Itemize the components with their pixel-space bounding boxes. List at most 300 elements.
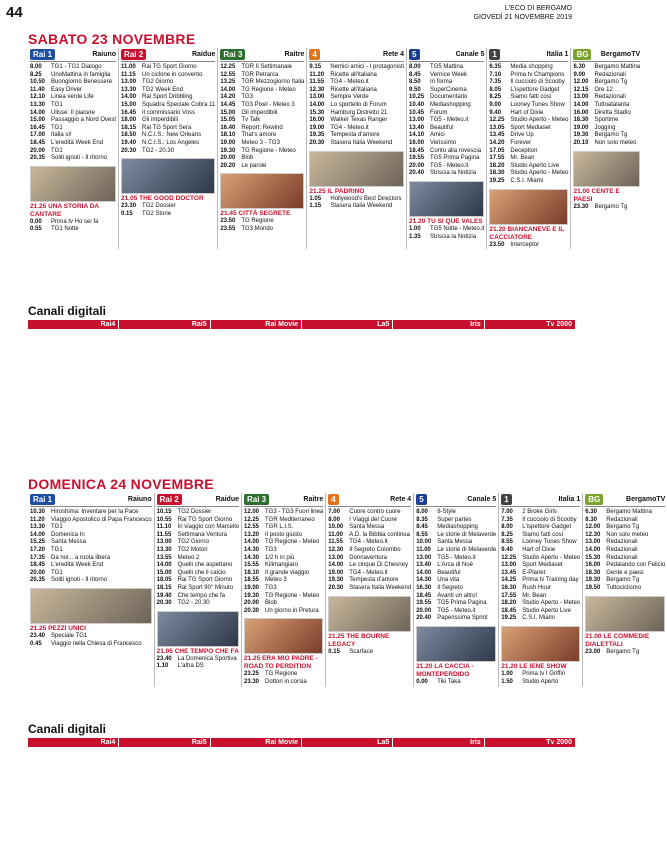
- program-time: 16.00: [573, 109, 589, 116]
- program-title: Mr. Bean: [510, 155, 535, 162]
- program-row: [309, 110, 404, 118]
- program-row: [121, 110, 215, 118]
- program-row: [416, 593, 496, 601]
- program-title: TG1: [51, 147, 63, 154]
- program-row: [416, 517, 496, 525]
- program-title: Il posto giusto: [265, 531, 303, 538]
- program-time: 19.25: [501, 615, 517, 622]
- program-title: 8-Style: [437, 509, 456, 515]
- program-row: [244, 547, 323, 555]
- program-row: [30, 509, 152, 517]
- program-time: 18.10: [220, 132, 236, 139]
- program-time: 12.25: [244, 516, 260, 523]
- program-time: 16.00: [309, 117, 325, 124]
- program-title: Il commissario Voss: [142, 109, 196, 116]
- program-title: Il cucciolo di Scooby: [510, 79, 565, 86]
- digital-channel-name: Rai4: [28, 320, 119, 329]
- program-title: 2 Broke Girls: [522, 509, 557, 515]
- channel-column: [407, 48, 487, 249]
- channel-header: [409, 48, 484, 62]
- program-row: [157, 547, 239, 555]
- program-row: [244, 593, 323, 601]
- program-time: 10.50: [30, 79, 46, 86]
- highlight-box: [309, 151, 404, 196]
- program-title: Redazionali: [594, 71, 626, 78]
- program-row: [573, 87, 640, 95]
- program-row: [501, 608, 580, 616]
- program-time: 7.35: [501, 516, 513, 523]
- program-time: 20.35: [30, 577, 46, 584]
- program-row: [501, 517, 580, 525]
- program-row: [157, 600, 239, 608]
- program-title: TG3: [265, 584, 277, 591]
- program-time: 9.00: [573, 71, 586, 78]
- program-time: 18.30: [585, 569, 601, 576]
- channel-logo-icon: Rai 3: [244, 494, 269, 505]
- digital-channels-title: Canali digitali: [28, 722, 107, 736]
- program-time: 20.30: [156, 600, 172, 607]
- program-row: [244, 562, 323, 570]
- program-time: 23.40: [30, 632, 46, 639]
- program-row: [409, 110, 484, 118]
- program-title: Prima tv I Griffin: [522, 670, 566, 677]
- program-time: 18.50: [121, 132, 137, 139]
- paper-date: GIOVEDÌ 21 NOVEMBRE 2019: [473, 14, 572, 21]
- channel-name: Raiuno: [127, 496, 152, 503]
- program-title: Super partes: [437, 516, 472, 523]
- channel-name: Canale 5: [467, 496, 497, 503]
- program-title: Speciale TG1: [51, 632, 88, 639]
- channel-column: [28, 48, 119, 249]
- program-time: 11.55: [156, 531, 172, 538]
- program-row: [328, 509, 411, 517]
- program-row: [157, 555, 239, 563]
- program-title: L'eredità Week End: [51, 562, 104, 569]
- program-row: [489, 72, 568, 80]
- program-title: Soliti ignoti - Il ritorno: [51, 155, 108, 162]
- program-row: [501, 671, 580, 679]
- program-time: 14.00: [573, 101, 589, 108]
- program-row: [220, 94, 304, 102]
- program-title: Il Segreto: [437, 584, 463, 591]
- program-time: 13.45: [501, 569, 517, 576]
- program-row: [220, 226, 304, 234]
- program-time: 20.35: [30, 155, 46, 162]
- channel-logo-icon: BG: [573, 49, 591, 60]
- program-row: [309, 117, 404, 125]
- program-time: 17.20: [30, 546, 46, 553]
- program-title: Le parole: [241, 162, 267, 169]
- program-row: [121, 203, 215, 211]
- digital-channel-name: La5: [302, 738, 393, 747]
- program-title: That's amore: [241, 132, 277, 139]
- program-time: 13.20: [244, 531, 260, 538]
- program-row: [30, 532, 152, 540]
- program-time: 14.20: [220, 94, 236, 101]
- channel-logo-icon: 4: [328, 494, 338, 505]
- highlight-image: [573, 151, 640, 187]
- program-row: [409, 117, 484, 125]
- program-time: 19.55: [416, 600, 432, 607]
- program-time: 7.10: [489, 71, 502, 78]
- program-row: [489, 132, 568, 140]
- program-time: 12.55: [244, 524, 260, 531]
- program-row: [416, 562, 496, 570]
- digital-channel-name: Rai Movie: [211, 320, 302, 329]
- program-time: 18.15: [121, 124, 137, 131]
- program-title: Tuttociclismo: [606, 584, 642, 591]
- program-row: [244, 600, 323, 608]
- program-time: 1.00: [409, 225, 421, 232]
- program-time: 12.55: [220, 71, 236, 78]
- schedule-grid-saturday: [28, 48, 641, 292]
- program-title: Hollywood's Best Directors: [330, 195, 402, 202]
- program-title: Santa Messa: [349, 524, 385, 531]
- channel-column: [28, 493, 155, 687]
- highlight-box: [220, 173, 304, 218]
- program-row: [409, 163, 484, 171]
- program-row: [416, 547, 496, 555]
- highlight-title: 21.00 LE COMMEDIE DIALETTALI: [585, 632, 650, 648]
- program-time: 0.15: [328, 648, 340, 655]
- program-row: [121, 132, 215, 140]
- program-title: Easy Driver: [51, 86, 83, 93]
- program-title: Kilimangiaro: [265, 562, 299, 569]
- program-row: [573, 102, 640, 110]
- program-title: TG5 - Meteo.it: [437, 607, 476, 614]
- program-time: 13.45: [489, 132, 505, 139]
- paper-name: L'ECO DI BERGAMO: [504, 5, 572, 12]
- program-title: Che tempo che fa: [177, 592, 225, 599]
- program-row: [30, 140, 116, 148]
- program-time: 20.00: [30, 147, 46, 154]
- program-time: 13.00: [416, 554, 432, 561]
- program-row: [585, 577, 665, 585]
- program-row: [244, 517, 323, 525]
- channel-header: [30, 48, 116, 62]
- program-time: 11.00: [328, 531, 343, 538]
- program-time: 19.40: [156, 592, 172, 599]
- program-time: 18.45: [501, 607, 517, 614]
- program-row: [489, 242, 568, 250]
- program-time: 13.30: [30, 524, 46, 531]
- program-title: TG2 - 20.30: [142, 147, 175, 154]
- program-title: Ricette all'italiana: [330, 86, 377, 93]
- program-row: [573, 117, 640, 125]
- program-time: 8.30: [585, 516, 597, 523]
- program-row: [157, 577, 239, 585]
- digital-channel-name: Rai Movie: [211, 738, 302, 747]
- program-title: Passaggio a Nord Ovest: [51, 117, 117, 124]
- program-row: [220, 132, 304, 140]
- program-title: A.D. la Bibbia continua: [349, 531, 410, 538]
- program-row: [220, 218, 304, 226]
- program-time: 23.50: [489, 241, 505, 248]
- program-title: Media shopping: [510, 64, 553, 70]
- program-row: [328, 649, 411, 657]
- program-title: La Domenica Sportiva: [177, 655, 237, 662]
- program-row: [328, 562, 411, 570]
- digital-channels-banner: [28, 320, 576, 329]
- program-title: Studio Aperto - Meteo: [522, 600, 581, 607]
- program-time: 9.40: [501, 546, 513, 553]
- program-time: 20.30: [121, 147, 137, 154]
- highlight-box: [489, 189, 568, 242]
- channel-header: [309, 48, 404, 62]
- highlight-image: [501, 626, 580, 662]
- program-time: 12.00: [573, 79, 589, 86]
- program-row: [157, 562, 239, 570]
- program-row: [121, 125, 215, 133]
- program-time: 20.30: [244, 607, 260, 614]
- program-row: [501, 547, 580, 555]
- program-row: [309, 203, 404, 211]
- program-time: 10.40: [409, 101, 425, 108]
- program-title: Linea verde Life: [51, 94, 94, 101]
- program-row: [489, 110, 568, 118]
- digital-channel-name: Iris: [393, 320, 484, 329]
- program-title: Redazionali: [606, 539, 638, 546]
- program-time: 12.30: [328, 546, 344, 553]
- program-time: 10.15: [156, 509, 172, 515]
- program-time: 13.00: [328, 554, 344, 561]
- program-title: Drive Up: [510, 132, 534, 139]
- program-row: [244, 555, 323, 563]
- program-title: TG3: [265, 546, 277, 553]
- program-title: Beautiful: [430, 124, 454, 131]
- program-time: 14.25: [501, 577, 517, 584]
- program-row: [328, 555, 411, 563]
- program-title: Studio Aperto Live: [522, 607, 571, 614]
- channel-header: [328, 493, 411, 507]
- program-row: [30, 633, 152, 641]
- program-title: E-Planet: [522, 569, 546, 576]
- program-time: 10.25: [409, 94, 425, 101]
- program-time: 19.00: [244, 584, 260, 591]
- program-title: Squadra Speciale Cobra 11: [142, 101, 216, 108]
- highlight-title: 21.25 THE BOURNE LEGACY: [328, 632, 390, 648]
- program-title: N.C.I.S.: New Orleans: [142, 132, 202, 139]
- channel-name: Raitre: [303, 496, 324, 503]
- program-title: Sempre Verde: [330, 94, 369, 101]
- day-title-sunday: DOMENICA 24 NOVEMBRE: [28, 476, 214, 492]
- program-time: 1.00: [501, 670, 513, 677]
- highlight-image: [121, 158, 215, 194]
- program-title: Mediashopping: [437, 524, 478, 531]
- program-time: 20.20: [220, 162, 236, 169]
- program-time: 8.05: [489, 86, 502, 93]
- program-title: TGR Mezzogiorno Italia: [241, 79, 305, 86]
- highlight-title: 21.20 LA CACCIA - MONTEPERDIDO: [416, 662, 474, 678]
- program-row: [416, 532, 496, 540]
- program-row: [416, 577, 496, 585]
- program-time: 17.00: [30, 132, 46, 139]
- program-title: Hart of Dixie: [522, 546, 556, 553]
- program-row: [30, 117, 116, 125]
- program-row: [220, 102, 304, 110]
- highlight-title: 21.20 LE IENE SHOW: [501, 662, 567, 670]
- program-row: [30, 641, 152, 649]
- program-time: 16.45: [30, 124, 46, 131]
- program-title: Studio Aperto - Meteo: [522, 554, 581, 561]
- program-time: 11.20: [30, 516, 45, 523]
- program-title: Buongiorno Benessere: [51, 79, 113, 86]
- program-title: TG1 Notte: [51, 226, 79, 233]
- paper-info: [474, 4, 572, 22]
- program-time: 8.45: [416, 524, 428, 531]
- program-row: [309, 87, 404, 95]
- program-title: Meteo 2: [177, 554, 200, 561]
- program-time: 9.40: [489, 109, 502, 116]
- program-time: 15.00: [156, 569, 172, 576]
- channel-column: [326, 493, 414, 687]
- program-time: 18.10: [244, 569, 260, 576]
- program-row: [309, 64, 404, 72]
- highlight-title: 21.25 PEZZI UNICI: [30, 624, 86, 632]
- program-time: 1.15: [309, 203, 322, 210]
- program-title: Bergamo Mattina: [594, 64, 641, 70]
- program-row: [573, 94, 640, 102]
- program-title: Bergamo Tg: [594, 79, 628, 86]
- program-row: [30, 148, 116, 156]
- program-title: TG5 Mattina: [430, 64, 464, 70]
- program-row: [30, 555, 152, 563]
- program-time: 14.20: [489, 139, 505, 146]
- program-row: [121, 211, 215, 219]
- program-time: 12.30: [585, 531, 601, 538]
- program-row: [220, 155, 304, 163]
- channel-column: [119, 48, 218, 249]
- digital-channel-name: Rai4: [28, 738, 119, 747]
- program-title: L'ispettore Gadget: [510, 86, 560, 93]
- program-title: TG5 - Meteo.it: [430, 117, 469, 124]
- program-title: TG1: [51, 524, 63, 531]
- program-row: [328, 570, 411, 578]
- program-title: Prima tv Ho sei fa: [51, 218, 99, 225]
- program-time: 13.00: [121, 79, 137, 86]
- program-title: Documentario: [430, 94, 468, 101]
- program-time: 14.00: [121, 94, 137, 101]
- highlight-image: [328, 596, 411, 632]
- program-time: 13.00: [501, 562, 517, 569]
- highlight-image: [30, 588, 152, 624]
- program-time: 11.00: [121, 64, 136, 70]
- program-time: 19.40: [121, 139, 137, 146]
- program-title: Rai TG Sport Giorno: [177, 577, 233, 584]
- program-time: 23.30: [573, 203, 589, 210]
- program-time: 20.00: [244, 600, 260, 607]
- program-time: 14.30: [416, 577, 432, 584]
- program-row: [573, 204, 640, 212]
- highlight-box: [573, 151, 640, 204]
- program-title: Prima tv Training day: [522, 577, 579, 584]
- program-title: Redazionali: [594, 94, 626, 101]
- program-time: 18.30: [573, 117, 589, 124]
- program-title: TG2 Dossier: [177, 509, 212, 515]
- program-title: Blob: [241, 155, 254, 162]
- highlight-box: [585, 596, 665, 649]
- program-time: 19.50: [585, 584, 601, 591]
- program-title: Avanti un altro!: [437, 592, 478, 599]
- program-title: Meteo 3 - TG3: [241, 139, 280, 146]
- program-time: 20.10: [573, 139, 589, 146]
- program-row: [585, 517, 665, 525]
- program-row: [220, 87, 304, 95]
- program-title: I Viaggi del Cuore: [349, 516, 397, 523]
- highlight-image: [409, 181, 484, 217]
- program-title: TG1: [51, 569, 63, 576]
- highlight-image: [244, 618, 323, 654]
- program-time: 17.35: [30, 554, 46, 561]
- program-row: [489, 87, 568, 95]
- program-title: Una vita: [437, 577, 460, 584]
- program-title: Soliti ignoti - Il ritorno: [51, 577, 108, 584]
- program-title: Dottori in corsia: [265, 678, 307, 685]
- program-time: 23.50: [220, 218, 236, 225]
- program-time: 14.00: [585, 546, 601, 553]
- program-row: [573, 79, 640, 87]
- program-time: 18.45: [30, 139, 46, 146]
- channel-name: Rete 4: [390, 496, 412, 503]
- program-row: [309, 125, 404, 133]
- program-row: [489, 125, 568, 133]
- highlight-box: [244, 618, 323, 671]
- program-row: [30, 570, 152, 578]
- program-row: [121, 117, 215, 125]
- program-time: 19.00: [309, 124, 325, 131]
- program-row: [573, 64, 640, 72]
- program-row: [157, 532, 239, 540]
- program-time: 20.00: [30, 569, 46, 576]
- digital-channel-name: Tv 2000: [485, 738, 576, 747]
- program-row: [244, 509, 323, 517]
- program-row: [328, 577, 411, 585]
- program-time: 10.45: [409, 109, 425, 116]
- program-title: Un ciclone in convento: [142, 71, 203, 78]
- program-time: 0.15: [121, 210, 133, 217]
- program-title: Rai Sport 90° Minuto: [177, 584, 234, 591]
- program-time: 12.30: [309, 86, 325, 93]
- program-title: TG Regione - Meteo: [241, 86, 296, 93]
- program-time: 13.30: [30, 101, 46, 108]
- channel-header: [416, 493, 496, 507]
- program-row: [30, 219, 116, 227]
- channel-logo-icon: 4: [309, 49, 319, 60]
- program-title: Bergamo Tg: [606, 524, 640, 531]
- program-row: [309, 72, 404, 80]
- program-title: N.C.I.S.: Los Angeles: [142, 139, 200, 146]
- channel-column: [583, 493, 667, 687]
- digital-channels-title: Canali digitali: [28, 304, 107, 318]
- program-time: 1.10: [156, 663, 169, 670]
- channel-name: BergamoTV: [626, 496, 666, 503]
- program-row: [409, 234, 484, 242]
- program-title: TG3 Mondo: [241, 225, 274, 232]
- program-row: [309, 94, 404, 102]
- program-time: 15.00: [121, 101, 137, 108]
- program-time: 23.55: [220, 225, 236, 232]
- program-title: Meteo 3: [265, 577, 287, 584]
- program-time: 1.50: [501, 678, 513, 685]
- program-row: [328, 585, 411, 593]
- program-title: Rush Hour: [522, 584, 551, 591]
- program-time: 23.30: [244, 678, 260, 685]
- program-row: [409, 125, 484, 133]
- program-title: Domenica In: [51, 531, 85, 538]
- program-title: Sportime: [594, 117, 619, 124]
- highlight-box: [328, 596, 411, 649]
- highlight-title: 21.05 THE GOOD DOCTOR: [121, 195, 204, 203]
